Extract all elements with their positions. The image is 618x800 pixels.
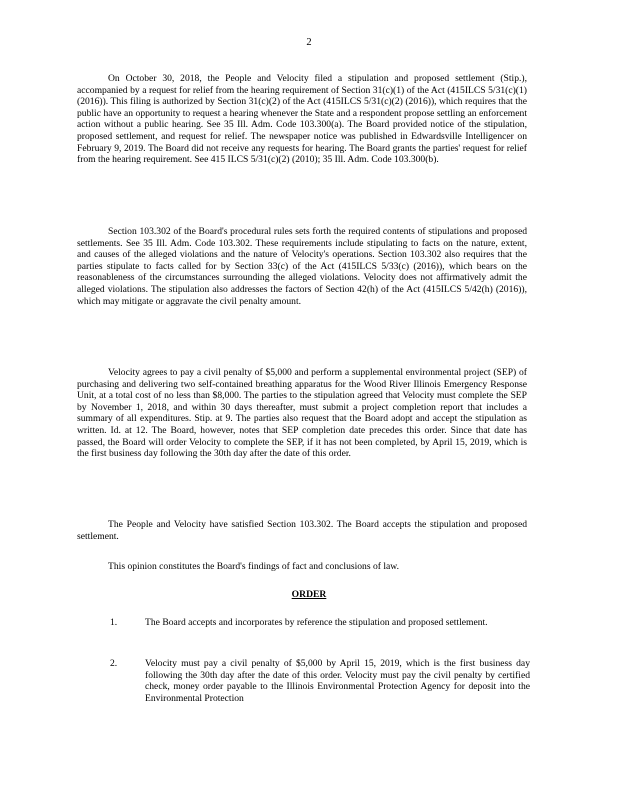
paragraph-stipulation-filing: On October 30, 2018, the People and Velocity filed a stipulation and proposed settlement (Stip.), accompanied by a request for relief from the hearing requirement of Section 31(c)(1) of the Act (415ILCS 5/31(c)(1) (2016)). This filing is authorized by Section 31(c)(2) of the Act (415ILCS 5/31(c)(2) (2016)), which requires that the public have an opportunity to request a hearing whenever the State and a respondent propose settling an enforcement action without a public hearing. See 35 Ill. Adm. Code 103.300(a). The Board provided notice of the stipulation, proposed settlement, and request for relief. The newspaper notice was published in Edwardsville Intelligencer on February 9, 2019. The Board did not receive any requests for hearing. The Board grants the parties' request for relief from the hearing requirement. See 415 ILCS 5/31(c)(2) (2010); 35 Ill. Adm. Code 103.300(b).	[77, 73, 527, 166]
page-number: 2	[306, 37, 312, 48]
order-heading: ORDER	[291, 589, 327, 600]
paragraph-board-accepts: The People and Velocity have satisfied Section 103.302. The Board accepts the stipulation and proposed settlement.	[77, 519, 527, 542]
paragraph-civil-penalty-sep: Velocity agrees to pay a civil penalty of $5,000 and perform a supplemental environmental project (SEP) of purchasing and delivering two self-contained breathing apparatus for the Wood River Illinois Emergency Response Unit, at a total cost of no less than $8,000. The parties to the stipulation agreed that Velocity must complete the SEP by November 1, 2018, and within 30 days thereafter, must submit a project completion report that includes a summary of all expenditures. Stip. at 9. The parties also request that the Board adopt and accept the stipulation as written. Id. at 12. The Board, however, notes that SEP completion date precedes this order. Since that date has passed, the Board will order Velocity to complete the SEP, if it has not been completed, by April 15, 2019, which is the first business day following the 30th day after the date of this order.	[77, 367, 527, 460]
order-item-number: 1.	[110, 617, 118, 628]
paragraph-opinion-findings: This opinion constitutes the Board's findings of fact and conclusions of law.	[108, 561, 400, 572]
order-item-text: Velocity must pay a civil penalty of $5,000 by April 15, 2019, which is the first business day following the 30th day after the date of this order. Velocity must pay the civil penalty by certified check, money order payable to the Illinois Environmental Protection Agency for deposit into the Environmental Protection	[145, 658, 530, 704]
page-bottom-margin	[0, 712, 618, 800]
paragraph-procedural-rules: Section 103.302 of the Board's procedural rules sets forth the required contents of stipulations and proposed settlements. See 35 Ill. Adm. Code 103.302. These requirements include stipulating to facts on the nature, extent, and causes of the alleged violations and the nature of Velocity's operations. Section 103.302 also requires that the parties stipulate to facts called for by Section 33(c) of the Act (415ILCS 5/33(c) (2016)), which bears on the reasonableness of the circumstances surrounding the alleged violations. Velocity does not affirmatively admit the alleged violations. The stipulation also addresses the factors of Section 42(h) of the Act (415ILCS 5/42(h) (2016)), which may mitigate or aggravate the civil penalty amount.	[77, 226, 527, 307]
order-item	[110, 658, 530, 704]
order-item	[110, 617, 530, 629]
order-item-number: 2.	[110, 658, 118, 669]
order-item-text: The Board accepts and incorporates by reference the stipulation and proposed settlement.	[145, 617, 488, 628]
